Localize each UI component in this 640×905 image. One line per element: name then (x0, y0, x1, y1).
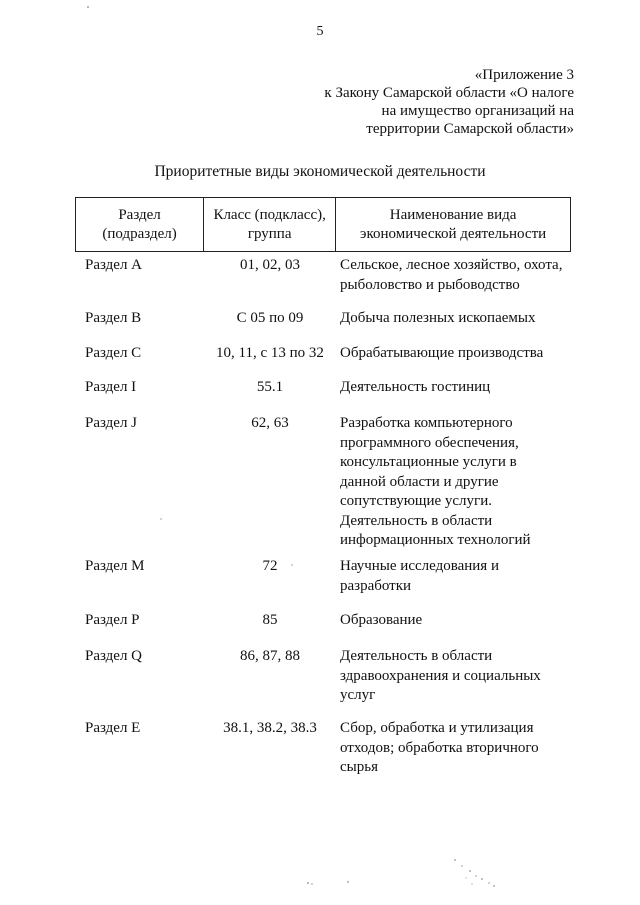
name-line: Деятельность в области (340, 512, 493, 529)
name-line: разработки (340, 577, 412, 594)
row-section: Раздел M (85, 558, 145, 574)
name-line: Разработка компьютерного (340, 415, 513, 431)
row-class: 55.1 (256, 379, 284, 395)
page-number: 5 (316, 24, 324, 39)
row-class: 86, 87, 88 (240, 648, 300, 664)
row-section: Раздел A (85, 257, 143, 273)
name-line: программного обеспечения, (340, 434, 519, 451)
row-section: Раздел B (85, 310, 142, 326)
row-class: 62, 63 (251, 415, 289, 431)
row-section: Раздел E (85, 720, 141, 736)
row-section: Раздел I (85, 379, 137, 395)
header-line: экономической деятельности (360, 225, 547, 242)
name-line: сырья (340, 759, 378, 775)
name-line: Сбор, обработка и утилизация (340, 720, 534, 736)
row-class: 38.1, 38.2, 38.3 (223, 720, 317, 736)
header-line: Класс (подкласс), (213, 206, 326, 223)
name-line: услуг (340, 687, 376, 703)
document-title: Приоритетные виды экономической деятельности (154, 163, 486, 180)
name-line: Научные исследования и (340, 558, 499, 574)
name-line: сопутствующие услуги. (340, 493, 492, 509)
name-line: Обрабатывающие производства (340, 345, 544, 361)
appendix-line: к Закону Самарской области «О налоге (324, 85, 574, 101)
row-section: Раздел P (85, 612, 140, 628)
row-class: 10, 11, с 13 по 32 (216, 345, 324, 361)
name-line: Деятельность гостиниц (340, 379, 491, 395)
header-line: группа (247, 225, 292, 242)
row-class: 85 (262, 612, 278, 628)
name-line: Добыча полезных ископаемых (340, 310, 536, 326)
name-line: консультационные услуги в (340, 454, 517, 470)
name-line: рыболовство и рыбоводство (340, 276, 520, 293)
name-line: информационных технологий (340, 532, 531, 548)
name-line: Сельское, лесное хозяйство, охота, (340, 257, 563, 273)
name-line: данной области и другие (340, 473, 499, 490)
header-line: Раздел (118, 206, 161, 223)
name-line: отходов; обработка вторичного (340, 739, 539, 756)
row-section: Раздел J (85, 415, 138, 431)
name-line: Деятельность в области (340, 648, 493, 664)
row-class: С 05 по 09 (236, 310, 304, 326)
header-line: (подраздел) (102, 225, 177, 242)
appendix-line: на имущество организаций на (381, 103, 574, 119)
name-line: Образование (340, 612, 423, 628)
appendix-line: территории Самарской области» (366, 121, 574, 137)
row-section: Раздел C (85, 345, 142, 361)
row-section: Раздел Q (85, 648, 143, 664)
appendix-line: «Приложение 3 (474, 67, 574, 83)
row-class: 01, 02, 03 (240, 257, 300, 273)
row-class: 72 (262, 558, 278, 574)
name-line: здравоохранения и социальных (340, 667, 541, 684)
header-line: Наименование вида (389, 206, 517, 223)
